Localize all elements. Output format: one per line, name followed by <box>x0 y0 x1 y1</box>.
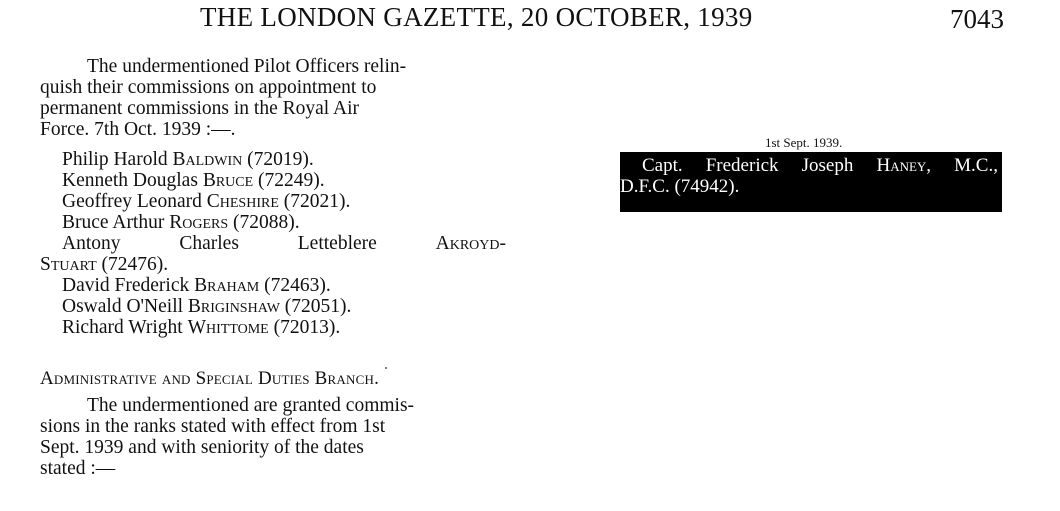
intro-line-1: The undermentioned Pilot Officers relin- <box>87 56 407 77</box>
officer-number: (72476). <box>101 254 169 275</box>
officer-surname: Whittome <box>187 317 269 338</box>
highlighted-entry-line-2: D.F.C. (74942). <box>620 176 740 197</box>
officer-number: (72249). <box>258 170 325 191</box>
officer-surname: Braham <box>194 275 260 296</box>
officer-given-name-2: Charles <box>179 233 239 254</box>
officer-given-names: Richard Wright <box>62 317 183 338</box>
officer-given-names: Philip Harold <box>62 149 168 170</box>
officer-entry-wrapped <box>40 233 506 254</box>
officer-number: (72021). <box>283 191 351 212</box>
section-paragraph <box>40 395 506 479</box>
officer-surname: Briginshaw <box>187 296 280 317</box>
officer-given-names: Bruce Arthur <box>62 212 165 233</box>
entry-rank: Capt. <box>642 155 683 176</box>
officer-given-names: Geoffrey Leonard <box>62 191 202 212</box>
officer-surname: Cheshire <box>206 191 279 212</box>
page-number: 7043 <box>950 4 1004 34</box>
entry-given-name-1: Frederick <box>705 155 779 176</box>
intro-paragraph <box>40 56 506 140</box>
officer-entry <box>40 317 506 338</box>
officer-given-name-3: Letteblere <box>297 233 377 254</box>
entry-given-name-2: Joseph <box>801 155 854 176</box>
officer-list <box>40 149 506 338</box>
officer-entry <box>40 149 506 170</box>
officer-entry <box>40 170 506 191</box>
left-column <box>40 56 506 479</box>
section-line-2: sions in the ranks stated with effect from 1st <box>40 416 386 437</box>
officer-surname-part-2: Stuart <box>40 254 97 275</box>
entry-surname: Haney, <box>876 155 932 176</box>
officer-entry-continuation <box>40 254 506 275</box>
highlighted-entry-line-1 <box>620 155 998 176</box>
officer-entry <box>40 296 506 317</box>
highlighted-entry <box>620 152 1002 212</box>
officer-entry <box>40 191 506 212</box>
section-line-3: Sept. 1939 and with seniority of the dates <box>40 437 364 458</box>
intro-line-4: Force. 7th Oct. 1939 :—. <box>40 119 236 140</box>
entry-honour: M.C., <box>954 155 998 176</box>
officer-number: (72013). <box>273 317 341 338</box>
officer-given-names: Oswald O'Neill <box>62 296 184 317</box>
officer-surname-part-1: Akroyd- <box>435 233 506 254</box>
officer-given-names: Kenneth Douglas <box>62 170 198 191</box>
officer-number: (72088). <box>233 212 300 233</box>
officer-entry <box>40 212 506 233</box>
page-title: THE LONDON GAZETTE, 20 OCTOBER, 1939 <box>200 2 753 32</box>
officer-number: (72463). <box>264 275 331 296</box>
officer-given-name-1: Antony <box>62 233 121 254</box>
officer-entry <box>40 275 506 296</box>
officer-number: (72019). <box>247 149 314 170</box>
section-heading: Administrative and Special Duties Branch. <box>40 368 380 389</box>
officer-given-names: David Frederick <box>62 275 190 296</box>
intro-line-2: quish their commissions on appointment to <box>40 77 377 98</box>
intro-line-3: permanent commissions in the Royal Air <box>40 98 359 119</box>
section-line-1: The undermentioned are granted commis- <box>87 395 415 416</box>
date-note: 1st Sept. 1939. <box>765 135 843 150</box>
section-line-4: stated :— <box>40 458 116 479</box>
officer-number: (72051). <box>284 296 352 317</box>
officer-surname: Baldwin <box>172 149 243 170</box>
print-speck <box>385 367 387 369</box>
officer-surname: Bruce <box>202 170 254 191</box>
officer-surname: Rogers <box>169 212 229 233</box>
